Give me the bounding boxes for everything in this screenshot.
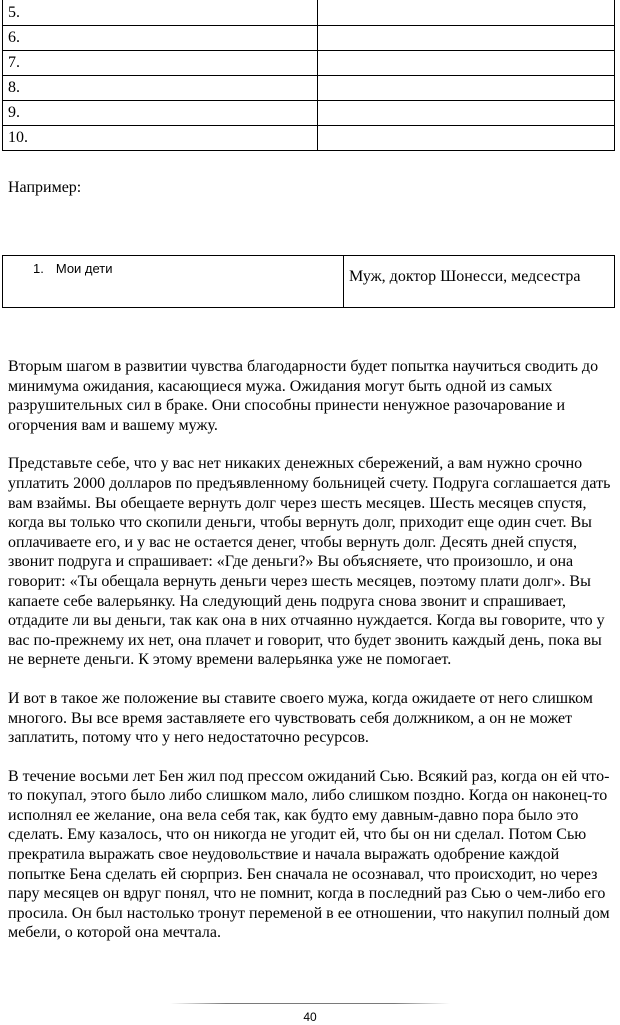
paragraph: Вторым шагом в развитии чувства благодарности будет попытка научиться сводить до минимума ожидания, касающиеся мужа. Ожидания могут быть одной из самых разрушительных сил в браке. Они способны принести ненужное разочарование и огорчения вам и вашему мужу.: [8, 358, 599, 434]
table-row: [3, 26, 615, 51]
numbered-table: [2, 0, 615, 151]
row-number: 10.: [3, 126, 318, 151]
table-row: [3, 101, 615, 126]
paragraph: И вот в такое же положение вы ставите своего мужа, когда ожидаете от него слишком многого. Вы все время заставляете его чувствовать себя должником, а он не может заплатить, потому что у него недостаточно ресурсов.: [8, 689, 593, 747]
body-text: [8, 357, 614, 962]
table-row: [3, 126, 615, 151]
row-value: [318, 51, 615, 76]
paragraph: В течение восьми лет Бен жил под прессом ожиданий Сью. Всякий раз, когда он ей что-то покупал, этого было либо слишком мало, либо слишком поздно. Когда он наконец-то исполнял ее желание, она вела себя так, как будто ему давным-давно пора было это сделать. Ему казалось, что он никогда не угодит ей, что бы он ни сделал. Потом Сью прекратила выражать свое неудовольствие и начала выражать одобрение каждой попытке Бена сделать ей сюрприз. Бен сначала не осознавал, что происходит, но через пару месяцев он вдруг понял, что не помнит, когда в последний раз Сью о чем-либо его просила. Он был настолько тронут переменой в ее отношении, что накупил полный дом мебели, о которой она мечтала.: [8, 767, 610, 942]
row-number: 6.: [3, 26, 318, 51]
table-row: [3, 76, 615, 101]
row-value: [318, 0, 615, 26]
example-label: Например:: [8, 179, 82, 196]
row-number: 9.: [3, 101, 318, 126]
example-table: [2, 255, 615, 308]
row-value: [318, 126, 615, 151]
paragraph: Представьте себе, что у вас нет никаких денежных сбережений, а вам нужно срочно уплатить 2000 долларов по предъявленному больницей счету. Подруга соглашается дать вам взаймы. Вы обещаете вернуть долг через шесть месяцев. Шесть месяцев спустя, когда вы только что скопили деньги, чтобы вернуть долг, приходит еще один счет. Вы оплачиваете его, и у вас не остается денег, чтобы вернуть долг. Десять дней спустя, звонит подруга и спрашивает: «Где деньги?» Вы объясняете, что произошло, и она говорит: «Ты обещала вернуть деньги через шесть месяцев, поэтому плати долг». Вы капаете себе валерьянку. На следующий день подруга снова звонит и спрашивает, отдадите ли вы деньги, так как она в них отчаянно нуждается. Когда вы говорите, что у вас по-прежнему их нет, она плачет и говорит, что будет звонить каждый день, пока вы не вернете деньги. К этому времени валерьянка уже не помогает.: [8, 455, 611, 669]
example-right-cell: Муж, доктор Шонесси, медсестра: [344, 256, 615, 308]
row-number: 8.: [3, 76, 318, 101]
table-row: [3, 51, 615, 76]
table-row: [3, 0, 615, 26]
row-value: [318, 76, 615, 101]
footer-divider: [170, 1003, 450, 1004]
row-value: [318, 26, 615, 51]
row-value: [318, 101, 615, 126]
example-left-cell: [3, 256, 344, 308]
row-number: 5.: [3, 0, 318, 26]
example-row-number: 1.: [33, 261, 44, 276]
page-number: 40: [303, 1010, 317, 1024]
example-left-text: Мои дети: [55, 261, 113, 276]
table-row: [3, 256, 615, 308]
row-number: 7.: [3, 51, 318, 76]
